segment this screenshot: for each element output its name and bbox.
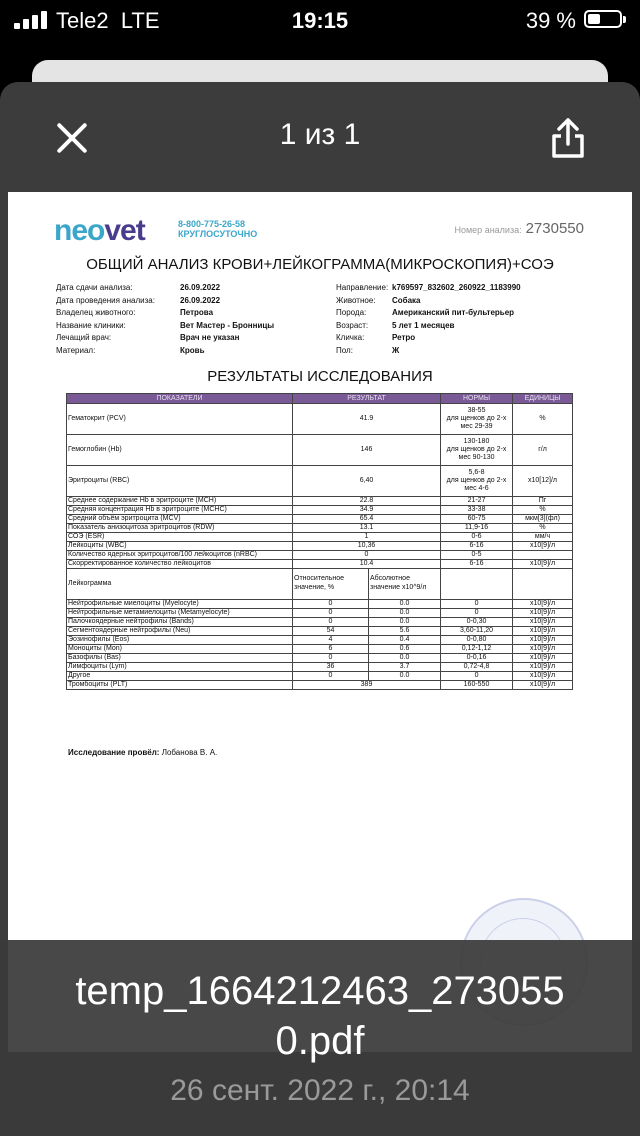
clock: 19:15: [291, 8, 349, 33]
norm-line: мес 90-130: [458, 454, 495, 461]
norm-line: для щенков до 2-х: [446, 415, 507, 422]
table-row: [67, 627, 573, 636]
cell-rel: 0: [293, 672, 369, 681]
table-row: [67, 524, 573, 533]
info-row: Лечащий врач: Врач не указан: [56, 333, 240, 343]
cell-unit: x10[9]/л: [513, 645, 573, 654]
norm-line: мес 4-6: [464, 485, 489, 492]
cell-unit: x10[9]/л: [513, 672, 573, 681]
table-row: [67, 551, 573, 560]
cell-norm: 0: [441, 672, 513, 681]
cell-abs: 0.0: [369, 600, 441, 609]
cell-norm: [441, 533, 513, 542]
cell-unit: x10[9]/л: [513, 600, 573, 609]
norm-line: 0-6: [471, 533, 482, 540]
cell-norm: 3,60-11,20: [441, 627, 513, 636]
cell-unit: %: [513, 506, 573, 515]
norm-line: 33-38: [467, 506, 486, 513]
table-row: [67, 466, 573, 497]
file-date: 26 сент. 2022 г., 20:14: [170, 1074, 470, 1107]
cell-unit: г/л: [513, 435, 573, 466]
cell-abs: 0.0: [369, 672, 441, 681]
table-row: [67, 654, 573, 663]
cell-abs: 0.4: [369, 636, 441, 645]
cell-result: 34.9: [293, 506, 441, 515]
cell-unit: x10[9]/л: [513, 654, 573, 663]
cell-indicator: Гемоглобин (Hb): [67, 435, 293, 466]
info-row: Материал: Кровь: [56, 345, 205, 355]
cell-norm: [441, 506, 513, 515]
page-counter: 1 из 1: [279, 118, 361, 151]
cell-norm: 0: [441, 600, 513, 609]
norm-line: для щенков до 2-х: [446, 477, 507, 484]
analysis-number: Номер анализа: 2730550: [454, 220, 584, 237]
cell-abs: 3.7: [369, 663, 441, 672]
cell-indicator: Сегментоядерные нейтрофилы (Neu): [67, 627, 293, 636]
cell-indicator: Скорректированное количество лейкоцитов: [67, 560, 293, 569]
cell-unit: x10[9]/л: [513, 681, 573, 690]
table-row: [67, 533, 573, 542]
cell-indicator: Лимфоциты (Lym): [67, 663, 293, 672]
cell-unit: x10[9]/л: [513, 542, 573, 551]
info-row: Направление: k769597_832602_260922_1183990: [336, 283, 521, 292]
cell-result: 10,36: [293, 542, 441, 551]
table-row: [67, 618, 573, 627]
info-left: [56, 282, 356, 358]
cell-unit: [513, 551, 573, 560]
norm-line: 60-75: [467, 515, 486, 522]
battery-percent: 39 %: [525, 8, 576, 33]
cell-rel: 0: [293, 654, 369, 663]
cell-unit: x10[9]/л: [513, 560, 573, 569]
cell-indicator: Нейтрофильные метамиелоциты (Metamyelocyte): [67, 609, 293, 618]
info-row: Название клиники: Вет Мастер - Бронницы: [56, 320, 275, 330]
cell-norm: [441, 551, 513, 560]
cell-unit: %: [513, 404, 573, 435]
cell-norm: 0: [441, 609, 513, 618]
cell-rel: 0: [293, 618, 369, 627]
cell-rel-header: Относительное значение, %: [293, 569, 369, 600]
info-row: Кличка: Ретро: [336, 333, 416, 343]
cell-norm: 0-0,30: [441, 618, 513, 627]
table-row: [67, 681, 573, 690]
table-row: [67, 435, 573, 466]
cell-abs: 5.6: [369, 627, 441, 636]
cell-indicator: Другое: [67, 672, 293, 681]
norm-line: 6-16: [469, 542, 484, 549]
share-icon[interactable]: [548, 116, 588, 160]
file-name: temp_1664212463_273055 0.pdf: [75, 969, 565, 1063]
cell-indicator: Эозинофилы (Eos): [67, 636, 293, 645]
table-row: [67, 515, 573, 524]
norm-line: 11,9-16: [464, 524, 489, 531]
cell-abs: 0.0: [369, 654, 441, 663]
cell-empty: [441, 569, 513, 600]
cell-abs: 0.0: [369, 609, 441, 618]
cell-rel: 36: [293, 663, 369, 672]
table-row: [67, 645, 573, 654]
table-row: [67, 636, 573, 645]
table-row: [67, 672, 573, 681]
pdf-page[interactable]: [8, 192, 632, 1052]
table-row: [67, 404, 573, 435]
cell-rel: 0: [293, 600, 369, 609]
norm-line: 6-16: [469, 560, 484, 567]
cell-unit: x10[9]/л: [513, 618, 573, 627]
header-result: РЕЗУЛЬТАТ: [293, 394, 441, 404]
cell-result: 41.9: [293, 404, 441, 435]
cell-result: 6,40: [293, 466, 441, 497]
cell-unit: %: [513, 524, 573, 533]
norm-line: 38-55: [467, 407, 486, 414]
cell-indicator: Количество ядерных эритроцитов/100 лейкоцитов (nRBC): [67, 551, 293, 560]
cell-norm: [441, 542, 513, 551]
cell-norm: [441, 404, 513, 435]
cell-indicator: Лейкоциты (WBC): [67, 542, 293, 551]
info-row: Порода: Американский пит-бультерьер: [336, 308, 515, 318]
cell-norm: [441, 524, 513, 533]
cell-result: 65.4: [293, 515, 441, 524]
cell-abs: 0.0: [369, 618, 441, 627]
norm-line: 5,6-8: [468, 469, 485, 476]
cell-rel: 6: [293, 645, 369, 654]
cell-indicator: Показатель анизоцитоза эритроцитов (RDW): [67, 524, 293, 533]
table-row: [67, 560, 573, 569]
results-table: [66, 393, 573, 690]
cell-result: 1: [293, 533, 441, 542]
network-label: LTE: [120, 8, 160, 33]
clinic-phone: 8-800-775-26-58 КРУГЛОСУТОЧНО: [178, 219, 258, 239]
cell-norm: [441, 497, 513, 506]
cell-indicator: Тромбоциты (PLT): [67, 681, 293, 690]
header-units: ЕДИНИЦЫ: [513, 394, 573, 404]
norm-line: для щенков до 2-х: [446, 446, 507, 453]
cell-abs-header: Абсолютное значение x10^9/л: [369, 569, 441, 600]
document-title: ОБЩИЙ АНАЛИЗ КРОВИ+ЛЕЙКОГРАММА(МИКРОСКОПИЯ)+СОЭ: [86, 256, 554, 273]
norm-line: 130-180: [463, 438, 490, 445]
table-row: [67, 600, 573, 609]
norm-line: 0-5: [471, 551, 482, 558]
leukogram-header-row: [67, 569, 573, 600]
researcher: Исследование провёл: Лобанова В. А.: [68, 748, 218, 757]
cell-empty: [513, 569, 573, 600]
info-right: [336, 282, 596, 358]
cell-unit: x10[9]/л: [513, 627, 573, 636]
cell-indicator: Средняя концентрация Hb в эритроците (MCHC): [67, 506, 293, 515]
cell-indicator: Средний объём эритроцита (MCV): [67, 515, 293, 524]
cell-indicator: Среднее содержание Hb в эритроците (MCH): [67, 497, 293, 506]
cell-unit: Пг: [513, 497, 573, 506]
cell-abs: 0.6: [369, 645, 441, 654]
cell-unit: мм/ч: [513, 533, 573, 542]
cell-indicator: Лейкограмма: [67, 569, 293, 600]
cell-result: 13.1: [293, 524, 441, 533]
cell-result: 146: [293, 435, 441, 466]
info-row: Владелец животного: Петрова: [56, 308, 214, 318]
cell-unit: x10[9]/л: [513, 636, 573, 645]
carrier-label: Tele2 LTE: [56, 8, 160, 33]
info-row: Пол: Ж: [336, 345, 400, 355]
cell-norm: 0-0,16: [441, 654, 513, 663]
cell-norm: 160-550: [441, 681, 513, 690]
cell-norm: 0-0,80: [441, 636, 513, 645]
neovet-logo: neovet: [54, 214, 145, 247]
cell-indicator: Моноциты (Mon): [67, 645, 293, 654]
info-row: Дата сдачи анализа: 26.09.2022: [56, 283, 221, 292]
cell-unit: мкм[3](фл): [513, 515, 573, 524]
info-row: Дата проведения анализа: 26.09.2022: [56, 295, 221, 305]
cell-indicator: Нейтрофильные миелоциты (Myelocyte): [67, 600, 293, 609]
header-norms: НОРМЫ: [441, 394, 513, 404]
cell-unit: x10[9]/л: [513, 663, 573, 672]
info-row: Животное: Собака: [336, 295, 421, 305]
cell-indicator: Эритроциты (RBC): [67, 466, 293, 497]
status-bar: [0, 0, 640, 40]
cell-indicator: Палочкоядерные нейтрофилы (Bands): [67, 618, 293, 627]
results-title: РЕЗУЛЬТАТЫ ИССЛЕДОВАНИЯ: [207, 368, 433, 385]
cell-unit: x10[9]/л: [513, 609, 573, 618]
norm-line: 21-27: [467, 497, 486, 504]
table-header-row: [67, 394, 573, 404]
cell-indicator: СОЭ (ESR): [67, 533, 293, 542]
cell-result: 22.8: [293, 497, 441, 506]
header-indicators: ПОКАЗАТЕЛИ: [67, 394, 293, 404]
cell-result: 0: [293, 551, 441, 560]
info-row: Возраст: 5 лет 1 месяцев: [336, 320, 455, 330]
cell-unit: x10[12]/л: [513, 466, 573, 497]
cell-norm: [441, 560, 513, 569]
table-row: [67, 497, 573, 506]
cell-indicator: Гематокрит (PCV): [67, 404, 293, 435]
table-row: [67, 506, 573, 515]
cell-norm: [441, 435, 513, 466]
cell-norm: [441, 466, 513, 497]
cell-norm: 0,12-1,12: [441, 645, 513, 654]
table-row: [67, 542, 573, 551]
table-row: [67, 609, 573, 618]
cell-rel: 4: [293, 636, 369, 645]
cell-result: 389: [293, 681, 441, 690]
table-row: [67, 663, 573, 672]
cell-rel: 0: [293, 609, 369, 618]
cell-norm: [441, 515, 513, 524]
cell-result: 10.4: [293, 560, 441, 569]
cell-indicator: Базофилы (Bas): [67, 654, 293, 663]
norm-line: мес 29-39: [460, 423, 493, 430]
cell-rel: 54: [293, 627, 369, 636]
cell-norm: 0,72-4,8: [441, 663, 513, 672]
battery-icon: [584, 10, 622, 28]
